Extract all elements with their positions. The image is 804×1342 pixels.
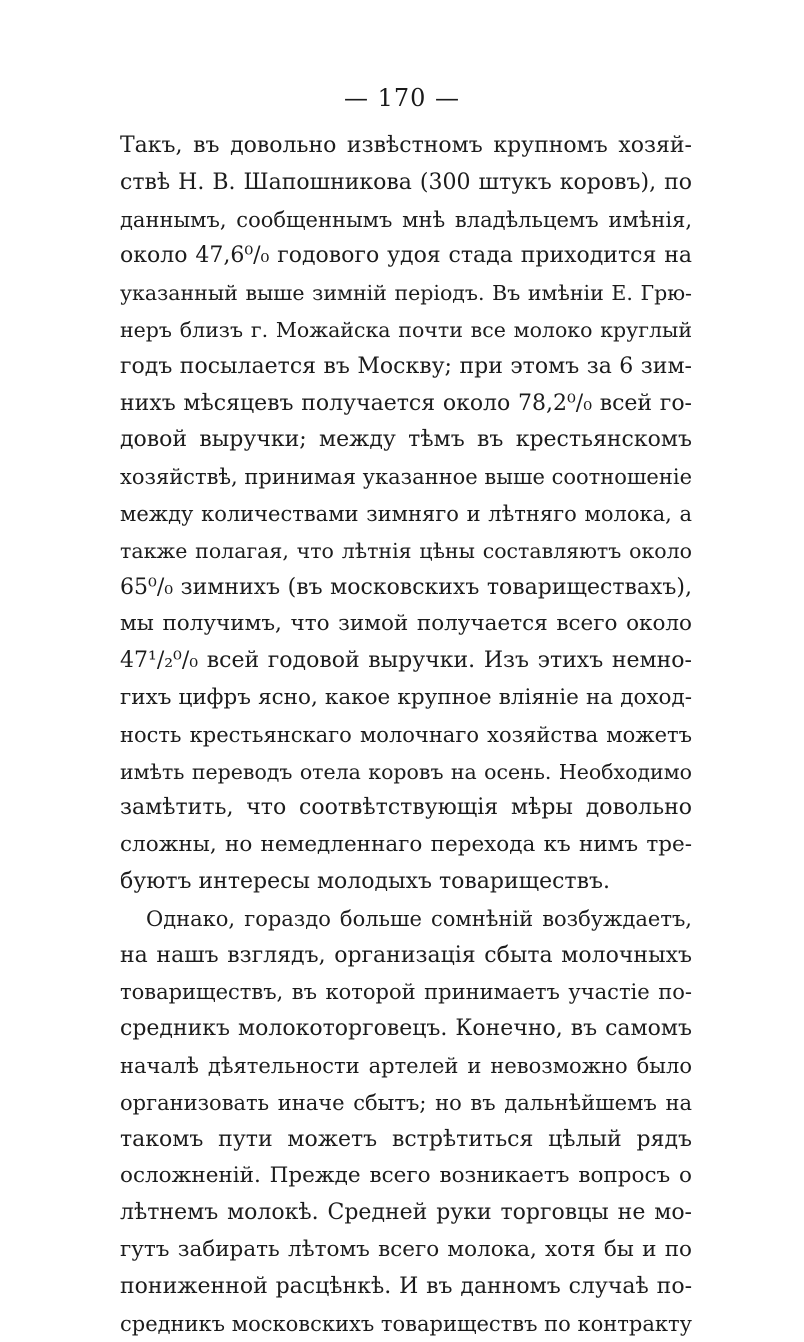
text-line: пониженной расцѣнкѣ. И въ данномъ случаѣ по- <box>120 1269 692 1306</box>
text-line: гутъ забирать лѣтомъ всего молока, хотя бы и по <box>120 1232 692 1269</box>
text-line: ность крестьянскаго молочнаго хозяйства можетъ <box>120 717 692 754</box>
text-line: 65⁰/₀ зимнихъ (въ московскихъ товариществахъ), <box>120 570 692 607</box>
text-line: указанный выше зимній періодъ. Въ имѣніи Е. Грю- <box>120 275 692 312</box>
text-line: между количествами зимняго и лѣтняго молока, а <box>120 496 692 533</box>
text-line: гихъ цифръ ясно, какое крупное вліяніе на доход- <box>120 680 692 717</box>
text-line: организовать иначе сбытъ; но въ дальнѣйшемъ на <box>120 1085 692 1122</box>
body-text <box>120 128 692 1342</box>
text-line: осложненій. Прежде всего возникаетъ вопросъ о <box>120 1158 692 1195</box>
text-line: такомъ пути можетъ встрѣтиться цѣлый рядъ <box>120 1122 692 1159</box>
text-line: началѣ дѣятельности артелей и невозможно было <box>120 1048 692 1085</box>
text-line: даннымъ, сообщеннымъ мнѣ владѣльцемъ имѣнія, <box>120 202 692 239</box>
text-line: на нашъ взглядъ, организація сбыта молочныхъ <box>120 938 692 975</box>
text-line: ствѣ Н. В. Шапошникова (300 штукъ коровъ), по <box>120 165 692 202</box>
text-line: Однако, гораздо больше сомнѣній возбуждаетъ, <box>120 901 692 938</box>
text-line: товариществъ, въ которой принимаетъ участіе по- <box>120 974 692 1011</box>
text-line: лѣтнемъ молокѣ. Средней руки торговцы не мо- <box>120 1195 692 1232</box>
text-line: имѣть переводъ отела коровъ на осень. Необходимо <box>120 754 692 791</box>
text-line: нихъ мѣсяцевъ получается около 78,2⁰/₀ всей го- <box>120 386 692 423</box>
paragraph-1 <box>120 128 692 901</box>
text-line: буютъ интересы молодыхъ товариществъ. <box>120 864 692 901</box>
text-line: сложны, но немедленнаго перехода къ нимъ тре- <box>120 827 692 864</box>
paragraph-2 <box>120 901 692 1342</box>
text-line: довой выручки; между тѣмъ въ крестьянскомъ <box>120 422 692 459</box>
text-line: средникъ молокоторговецъ. Конечно, въ самомъ <box>120 1011 692 1048</box>
text-line: хозяйствѣ, принимая указанное выше соотношеніе <box>120 459 692 496</box>
text-line: годъ посылается въ Москву; при этомъ за 6 зим- <box>120 349 692 386</box>
text-line: около 47,6⁰/₀ годового удоя стада приходится на <box>120 238 692 275</box>
text-line: неръ близъ г. Можайска почти все молоко круглый <box>120 312 692 349</box>
text-line: 47¹/₂⁰/₀ всей годовой выручки. Изъ этихъ немно- <box>120 643 692 680</box>
text-line: замѣтить, что соотвѣтствующія мѣры довольно <box>120 790 692 827</box>
text-line: Такъ, въ довольно извѣстномъ крупномъ хозяй- <box>120 128 692 165</box>
text-line: также полагая, что лѣтнія цѣны составляютъ около <box>120 533 692 570</box>
text-line: средникъ московскихъ товариществъ по контракту <box>120 1306 692 1342</box>
page-number: — 170 — <box>0 84 804 112</box>
text-line: мы получимъ, что зимой получается всего около <box>120 606 692 643</box>
